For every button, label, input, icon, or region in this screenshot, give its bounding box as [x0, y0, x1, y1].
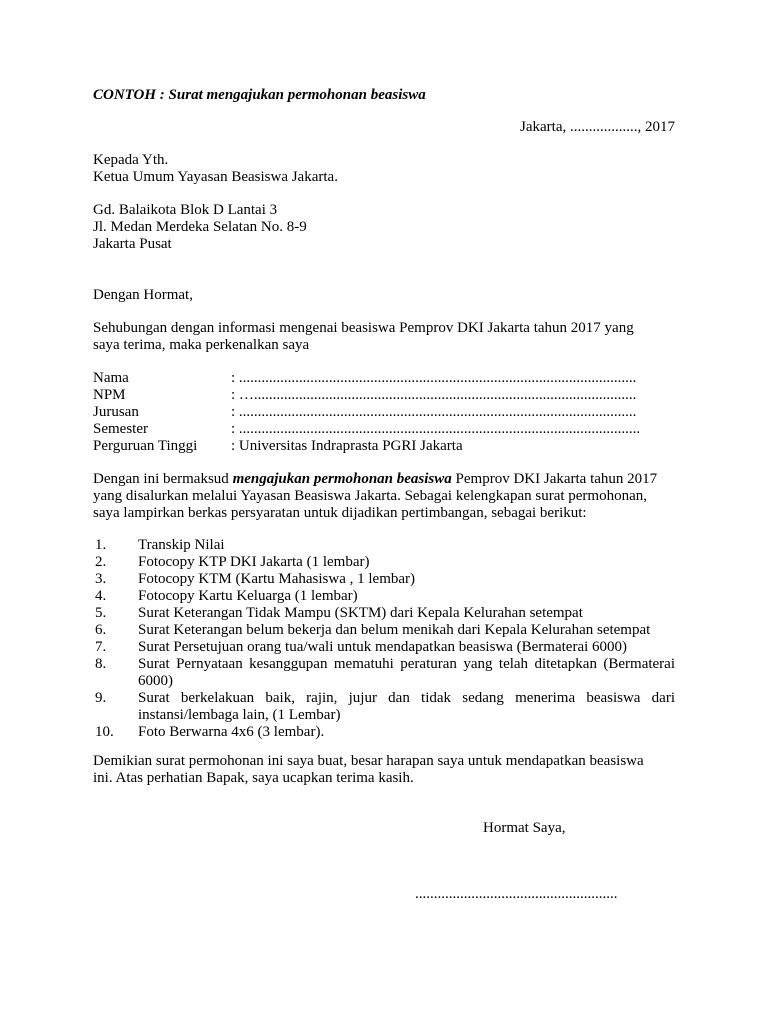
- closing-salutation: Hormat Saya,: [483, 820, 566, 836]
- list-text: Surat berkelakuan baik, rajin, jujur dan tidak sedang menerima beasiswa dari instansi/lembaga lain, (1 Lembar): [138, 690, 675, 723]
- date-line: Jakarta, .................., 2017: [520, 119, 675, 135]
- requirements-list: [93, 537, 675, 741]
- list-number: 9.: [95, 690, 107, 706]
- field-label: Semester: [93, 421, 148, 437]
- list-text: Transkip Nilai: [138, 537, 225, 553]
- greeting: Dengan Hormat,: [93, 287, 193, 303]
- list-item: [93, 537, 675, 554]
- list-text: Foto Berwarna 4x6 (3 lembar).: [138, 724, 325, 740]
- recipient-block: [93, 152, 338, 186]
- list-text: Fotocopy Kartu Keluarga (1 lembar): [138, 588, 358, 604]
- list-number: 5.: [95, 605, 107, 621]
- field-value: : …......................................................................................................: [231, 387, 637, 403]
- intro-line-2: saya terima, maka perkenalkan saya: [93, 337, 310, 353]
- field-value: : ...........................................................................................................: [231, 421, 641, 437]
- list-item: [93, 588, 675, 605]
- field-nama: [93, 370, 640, 387]
- list-number: 4.: [95, 588, 107, 604]
- list-item: [93, 656, 675, 690]
- address-line-3: Jakarta Pusat: [93, 236, 172, 252]
- list-item: [93, 639, 675, 656]
- field-value: : ..........................................................................................................: [231, 404, 637, 420]
- recipient-address: [93, 202, 307, 253]
- list-item: [93, 554, 675, 571]
- field-value: : ..........................................................................................................: [231, 370, 637, 386]
- field-label: Nama: [93, 370, 129, 386]
- list-number: 3.: [95, 571, 107, 587]
- field-jurusan: [93, 404, 640, 421]
- address-line-2: Jl. Medan Merdeka Selatan No. 8-9: [93, 219, 307, 235]
- list-item: [93, 605, 675, 622]
- list-number: 8.: [95, 656, 107, 672]
- field-label: NPM: [93, 387, 126, 403]
- field-label: Jurusan: [93, 404, 139, 420]
- list-item: [93, 724, 675, 741]
- body-line-3: saya lampirkan berkas persyaratan untuk dijadikan pertimbangan, sebagai berikut:: [93, 505, 587, 521]
- field-value: : Universitas Indraprasta PGRI Jakarta: [231, 438, 463, 454]
- body-line-1: [93, 471, 675, 488]
- body-line-1-pre: Dengan ini bermaksud: [93, 471, 233, 487]
- intro-paragraph: [93, 320, 675, 354]
- address-line-1: Gd. Balaikota Blok D Lantai 3: [93, 202, 278, 218]
- student-fields: [93, 370, 640, 455]
- field-semester: [93, 421, 640, 438]
- list-number: 2.: [95, 554, 107, 570]
- list-number: 7.: [95, 639, 107, 655]
- intro-line-1: Sehubungan dengan informasi mengenai beasiswa Pemprov DKI Jakarta tahun 2017 yang: [93, 320, 634, 336]
- list-number: 6.: [95, 622, 107, 638]
- list-item: [93, 571, 675, 588]
- list-text: Surat Keterangan Tidak Mampu (SKTM) dari Kepala Kelurahan setempat: [138, 605, 583, 621]
- list-item: [93, 690, 675, 724]
- list-number: 10.: [95, 724, 114, 740]
- body-emphasis: mengajukan permohonan beasiswa: [232, 471, 452, 487]
- closing-paragraph: [93, 753, 675, 787]
- list-text: Surat Persetujuan orang tua/wali untuk mendapatkan beasiswa (Bermaterai 6000): [138, 639, 628, 655]
- list-text: Surat Pernyataan kesanggupan mematuhi peraturan yang telah ditetapkan (Bermaterai 6000): [138, 656, 675, 689]
- body-paragraph: [93, 471, 675, 522]
- closing-line-1: Demikian surat permohonan ini saya buat, besar harapan saya untuk mendapatkan beasiswa: [93, 753, 644, 769]
- field-label: Perguruan Tinggi: [93, 438, 198, 454]
- document-heading: CONTOH : Surat mengajukan permohonan beasiswa: [93, 87, 426, 103]
- field-npm: [93, 387, 640, 404]
- field-perguruan-tinggi: [93, 438, 640, 455]
- list-item: [93, 622, 675, 639]
- signature-line: ......................................................: [415, 886, 618, 902]
- closing-line-2: ini. Atas perhatian Bapak, saya ucapkan terima kasih.: [93, 770, 414, 786]
- list-text: Fotocopy KTP DKI Jakarta (1 lembar): [138, 554, 370, 570]
- recipient-name: Ketua Umum Yayasan Beasiswa Jakarta.: [93, 169, 338, 185]
- list-number: 1.: [95, 537, 107, 553]
- list-text: Surat Keterangan belum bekerja dan belum menikah dari Kepala Kelurahan setempat: [138, 622, 651, 638]
- body-line-1-post: Pemprov DKI Jakarta tahun 2017: [451, 471, 658, 487]
- list-text: Fotocopy KTM (Kartu Mahasiswa , 1 lembar): [138, 571, 416, 587]
- body-line-2: yang disalurkan melalui Yayasan Beasiswa Jakarta. Sebagai kelengkapan surat permohonan,: [93, 488, 648, 504]
- recipient-salutation: Kepada Yth.: [93, 152, 169, 168]
